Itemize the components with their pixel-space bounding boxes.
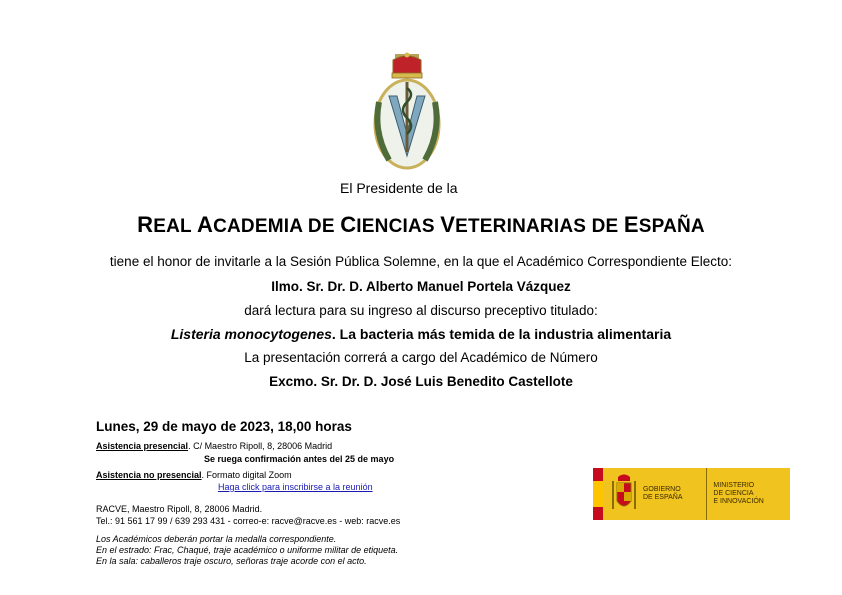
contact-address: RACVE, Maestro Ripoll, 8, 28006 Madrid.: [96, 504, 263, 514]
academy-name-rest-4: ETERINARIAS DE: [455, 216, 624, 237]
remote-label: Asistencia no presencial: [96, 470, 202, 480]
presenter-name: Excmo. Sr. Dr. D. José Luis Benedito Castellote: [269, 374, 573, 389]
dress-code-3: En la sala: caballeros traje oscuro, señoras traje acorde con el acto.: [96, 556, 367, 566]
presentation-text: La presentación correrá a cargo del Académico de Número: [244, 350, 598, 365]
academy-name: [0, 212, 842, 238]
lecture-title-species: Listeria monocytogenes: [170, 326, 332, 342]
zoom-registration-link[interactable]: Haga click para inscribirse a la reunión: [218, 482, 373, 492]
in-person-address: . C/ Maestro Ripoll, 8, 28006 Madrid: [188, 441, 333, 451]
academy-name-initial-4: V: [440, 212, 456, 237]
academy-name-rest-5: SPAÑA: [638, 216, 705, 237]
coat-of-arms-icon: [609, 471, 639, 517]
in-person-note: Se ruega confirmación antes del 25 de mayo: [204, 454, 395, 464]
in-person-attendance: [96, 440, 332, 452]
invite-text: tiene el honor de invitarle a la Sesión Pública Solemne, en la que el Académico Correspondiente Electo:: [109, 254, 733, 269]
lecture-title-rest: . La bacteria más temida de la industria alimentaria: [331, 326, 672, 342]
academy-name-rest-2: CADEMIA DE: [213, 216, 341, 237]
academy-name-initial-3: C: [340, 212, 357, 237]
candidate-name: Ilmo. Sr. Dr. D. Alberto Manuel Portela Vázquez: [271, 279, 571, 294]
remote-format: . Formato digital Zoom: [201, 470, 292, 480]
ministerio-block: [706, 468, 790, 520]
in-person-label: Asistencia presencial: [96, 441, 189, 451]
remote-link-row: [218, 481, 373, 493]
remote-attendance: [96, 469, 292, 481]
academy-name-rest-3: IENCIAS: [356, 216, 441, 237]
lecture-title: [0, 326, 842, 342]
dress-code-1: Los Académicos deberán portar la medalla correspondiente.: [96, 534, 337, 544]
academy-crest-logo: [365, 52, 449, 176]
dress-code-2: En el estrado: Frac, Chaqué, traje académico o uniforme militar de etiqueta.: [96, 545, 399, 555]
academy-name-initial-5: E: [623, 212, 639, 237]
gobierno-block: [603, 468, 706, 520]
gobierno-text: GOBIERNO DE ESPAÑA: [642, 486, 683, 501]
ministerio-text: MINISTERIO DE CIENCIA E INNOVACIÓN: [713, 482, 764, 505]
academy-name-rest-1: EAL: [153, 216, 197, 237]
academy-name-initial-2: A: [196, 212, 214, 237]
event-date: Lunes, 29 de mayo de 2023, 18,00 horas: [96, 419, 352, 434]
presenter-intro: El Presidente de la: [340, 180, 458, 196]
contact-phone: Tel.: 91 561 17 99 / 639 293 431 - correo-e: racve@racve.es - web: racve.es: [96, 516, 401, 526]
spain-flag-strip: [593, 468, 603, 520]
government-logo: [593, 468, 790, 520]
academy-name-initial-1: R: [137, 212, 154, 237]
reading-text: dará lectura para su ingreso al discurso preceptivo titulado:: [244, 303, 598, 318]
